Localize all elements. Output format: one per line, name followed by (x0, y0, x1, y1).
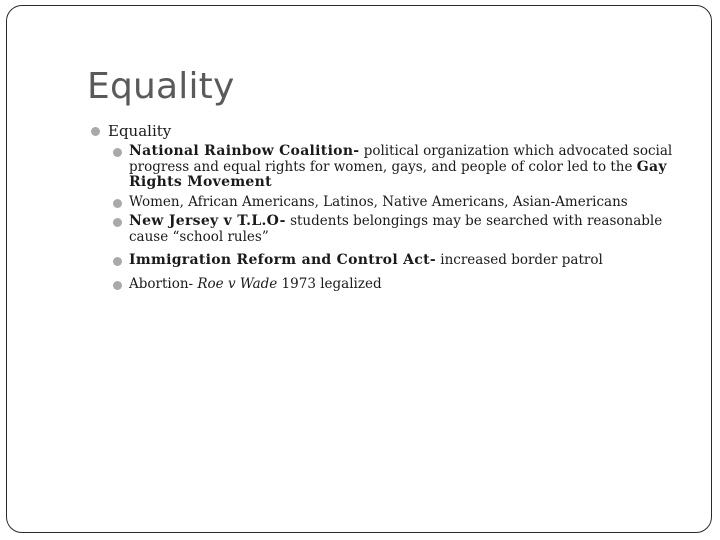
slide-frame (6, 5, 712, 533)
item-lead: Abortion- (129, 275, 198, 292)
bullet-item-abortion (91, 277, 691, 293)
item-body: Women, African Americans, Latinos, Native Americans, Asian-Americans (129, 193, 628, 210)
item-body: 1973 legalized (277, 275, 382, 292)
bullet-item-groups (91, 195, 691, 211)
bullet-icon (91, 127, 100, 136)
bullet-text: Equality (108, 122, 172, 140)
bullet-icon (113, 148, 122, 157)
bullet-item-tlo (91, 214, 691, 245)
bullet-item-equality (91, 121, 691, 141)
item-body: political organization which advocated social progress and equal rights for women, gays, and people of color led to the (129, 143, 673, 175)
case-name: Roe v Wade (197, 275, 278, 292)
item-body: students belongings may be searched with reasonable cause “school rules” (129, 213, 663, 245)
bullet-item-immigration (91, 253, 691, 269)
bullet-item-rainbow-coalition (91, 144, 691, 191)
item-heading: New Jersey v T.L.O- (129, 213, 286, 229)
bullet-icon (113, 199, 122, 208)
item-heading: Immigration Reform and Control Act- (129, 252, 436, 268)
bullet-list (91, 121, 691, 296)
bullet-icon (113, 218, 122, 227)
bullet-icon (113, 281, 122, 290)
item-heading: National Rainbow Coalition- (129, 143, 360, 159)
item-body: increased border patrol (435, 252, 603, 268)
bullet-icon (113, 257, 122, 266)
item-highlight: Gay Rights Movement (129, 158, 667, 190)
slide-title: Equality (87, 66, 235, 107)
